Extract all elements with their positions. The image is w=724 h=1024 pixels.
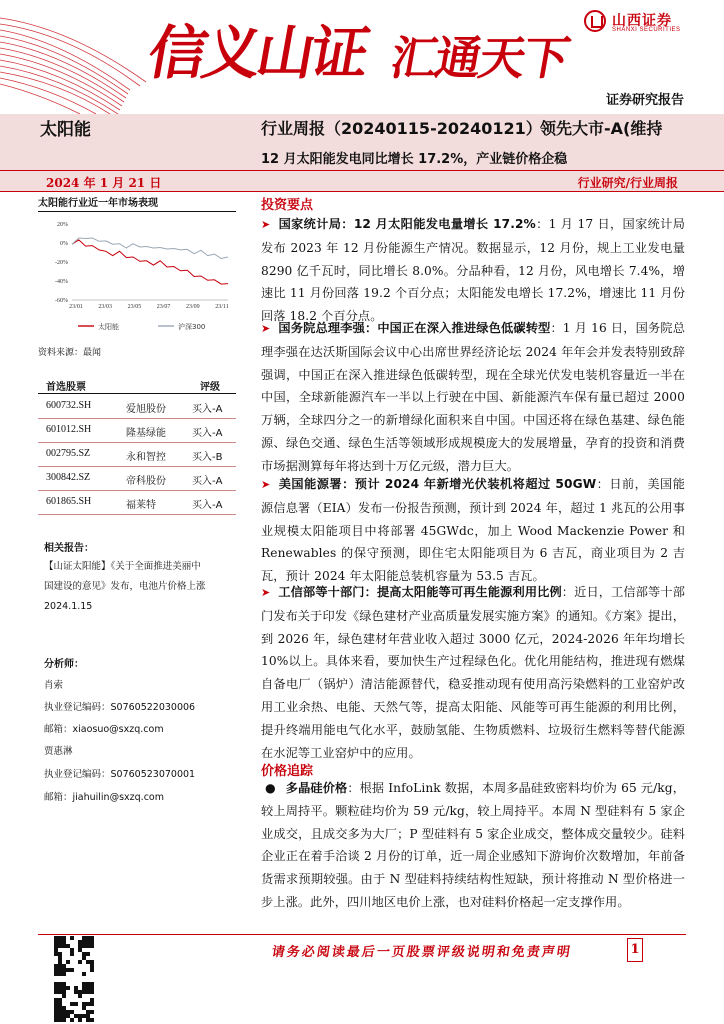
qr-code-icon xyxy=(54,936,94,976)
y-tick-label: 0% xyxy=(60,241,68,247)
x-tick-label: 23/07 xyxy=(156,304,171,310)
report-subtitle: 12 月太阳能发电同比增长 17.2%，产业链价格企稳 xyxy=(261,152,568,167)
analyst-reg: 执业登记编码：S0760523070001 xyxy=(44,769,196,780)
qr-module xyxy=(90,944,94,948)
legend-label: 太阳能 xyxy=(98,323,119,331)
stock-rating: 买入-A xyxy=(192,428,223,439)
company-logo xyxy=(584,10,714,36)
series-line-solar xyxy=(72,240,228,284)
para-body: ：1 月 16 日，国务院总理李强在达沃斯国际会议中心出席世界经济论坛 2024 年年会并发表特别致辞强调，中国正在深入推进绿色低碳转型，现在全球光伏发电装机容量近一半在中国，全球新能源汽车一半以上行驶在中国、新能源汽车保有量已超过 2000 万辆，全球四分之一的新增绿化面积来自中国。中国还将在绿色基建、绿色能源、绿色交通、绿色生活等领域形成规模庞大的发展增量，孕育的投资和消费市场据测算每年将达到十万亿元级，潜力巨大。 xyxy=(261,321,685,473)
market-performance-chart xyxy=(38,214,236,336)
para-body: ：1 月 17 日，国家统计局发布 2023 年 12 月份能源生产情况。数据显示，12 月份，规上工业发电量 8290 亿千瓦时，同比增长 8.0%。分品种看，12 月份，风电增长 7.4%，增速比 11 月份回落 19.2 个百分点；太阳能发电增长 17.2%，增速比 11 月份回落 18.2 个百分点。 xyxy=(261,217,685,324)
date-bar xyxy=(0,170,724,192)
analysts-title: 分析师： xyxy=(44,659,84,670)
stock-row xyxy=(38,467,236,491)
qr-code-icon xyxy=(54,982,94,1022)
page-header xyxy=(0,0,724,114)
analyst-name: 贾惠淋 xyxy=(44,746,73,757)
data-source: 资料来源：最闻 xyxy=(38,348,102,358)
arrow-bullet-icon: ➤ xyxy=(261,478,271,491)
paragraph-nbs xyxy=(261,213,685,328)
analyst-email[interactable]: 邮箱：xiaosuo@sxzq.com xyxy=(44,724,164,735)
qr-module xyxy=(62,1018,66,1022)
logo-cn-text: 山西证券 xyxy=(612,13,672,29)
logo-en-text: SHANXI SECURITIES xyxy=(612,27,681,33)
related-report-line: 【山证太阳能】《关于全面推进美丽中 xyxy=(44,561,201,572)
stock-table-header xyxy=(38,376,236,394)
qr-module xyxy=(86,952,90,956)
y-tick-label: 20% xyxy=(57,222,68,228)
slogan-part1: 信义山证 xyxy=(143,19,372,87)
qr-module xyxy=(70,1018,74,1022)
paragraph-miit xyxy=(261,581,685,764)
stock-name: 福莱特 xyxy=(126,500,156,511)
qr-module xyxy=(70,968,74,972)
stock-rating: 买入-A xyxy=(192,404,223,415)
qr-module xyxy=(70,952,74,956)
para-heading: 工信部等十部门：提高太阳能等可再生能源利用比例 xyxy=(278,585,562,599)
stock-rating: 买入-A xyxy=(192,500,223,511)
legend-label: 沪深300 xyxy=(178,323,206,331)
stock-rating: 买入-A xyxy=(192,476,223,487)
stock-row xyxy=(38,491,236,515)
series-line-csi300 xyxy=(72,238,228,259)
x-tick-label: 23/03 xyxy=(98,304,113,310)
stock-name: 永和智控 xyxy=(126,452,166,463)
related-report-link[interactable] xyxy=(44,557,240,617)
y-tick-label: -60% xyxy=(55,298,68,304)
qr-module xyxy=(90,1018,94,1022)
x-tick-label: 23/05 xyxy=(127,304,142,310)
qr-module xyxy=(62,972,66,976)
qr-module xyxy=(78,960,82,964)
stock-row xyxy=(38,419,236,443)
logo-icon xyxy=(584,10,606,32)
report-date: 2024 年 1 月 21 日 xyxy=(46,176,162,190)
stock-name: 隆基绿能 xyxy=(126,428,166,439)
qr-module xyxy=(66,960,70,964)
paragraph-state-council xyxy=(261,317,685,478)
qr-module xyxy=(90,968,94,972)
para-heading: 国家统计局：12 月太阳能发电量增长 17.2% xyxy=(278,217,536,231)
stock-row xyxy=(38,443,236,467)
paragraph-eia xyxy=(261,473,685,588)
section-price-tracking: 价格追踪 xyxy=(261,764,314,779)
qr-module xyxy=(62,994,66,998)
stock-code: 002795.SZ xyxy=(46,448,91,459)
stock-code: 600732.SH xyxy=(46,400,92,411)
report-type: 证券研究报告 xyxy=(605,93,684,108)
stock-row xyxy=(38,395,236,419)
industry-rating: 领先大市-A(维持 xyxy=(540,119,663,138)
x-tick-label: 23/09 xyxy=(185,304,200,310)
para-heading: 美国能源署：预计 2024 年新增光伏装机将超过 50GW xyxy=(278,477,597,491)
qr-module xyxy=(90,1002,94,1006)
dot-bullet-icon: ● xyxy=(265,781,276,795)
y-tick-label: -20% xyxy=(55,260,68,266)
stock-name: 帝科股份 xyxy=(126,476,166,487)
y-tick-label: -40% xyxy=(55,279,68,285)
arrow-bullet-icon: ➤ xyxy=(261,322,271,335)
disclaimer-notice: 请务必阅读最后一页股票评级说明和免责声明 xyxy=(270,945,573,960)
qr-module xyxy=(78,994,82,998)
arrow-bullet-icon: ➤ xyxy=(261,586,271,599)
section-investment-highlights: 投资要点 xyxy=(261,198,314,213)
para-heading: 国务院总理李强：中国正在深入推进绿色低碳转型 xyxy=(278,321,551,335)
related-report-date: 2024.1.15 xyxy=(44,601,93,612)
chart-title: 太阳能行业近一年市场表现 xyxy=(38,194,236,212)
stock-code: 601865.SH xyxy=(46,496,92,507)
para-heading: 多晶硅价格 xyxy=(285,781,348,795)
analyst-email[interactable]: 邮箱：jiahuilin@sxzq.com xyxy=(44,792,164,803)
qr-module xyxy=(74,1002,78,1006)
paragraph-polysilicon xyxy=(261,777,685,914)
stock-code: 601012.SH xyxy=(46,424,92,435)
related-report-line: 国建设的意见》发布，电池片价格上涨 xyxy=(44,581,206,592)
analyst-name: 肖索 xyxy=(44,680,64,691)
qr-module xyxy=(90,990,94,994)
stock-rating: 买入-B xyxy=(192,452,223,463)
related-reports-title: 相关报告： xyxy=(44,543,94,554)
footer-rule xyxy=(38,934,686,935)
slogan-part2: 汇通天下 xyxy=(386,31,573,85)
report-title: 行业周报（20240115-20240121） xyxy=(261,119,542,138)
stock-name: 爱旭股份 xyxy=(126,404,166,415)
arrow-bullet-icon: ➤ xyxy=(261,218,271,231)
qr-module xyxy=(70,936,74,940)
para-body: ：近日，工信部等十部门发布关于印发《绿色建材产业高质量发展实施方案》的通知。《方案》提出，到 2026 年，绿色建材年营业收入超过 3000 亿元，2024-2026 年年均增长 10%以上。具体来看，要加快生产过程绿色化。优化用能结构，推进现有燃煤自备电厂（锅炉）清洁能源替代，稳妥推动现有使用高污染燃料的工业窑炉改用工业余热、电能、天然气等，提高太阳能、风能等可再生能源的利用比例，提升终端用能电气化水平，鼓励氢能、生物质燃料、垃圾衍生燃料等替代能源在水泥等工业窑炉中的应用。 xyxy=(261,585,685,760)
qr-module xyxy=(78,1018,82,1022)
stock-header-rating: 评级 xyxy=(200,382,220,393)
qr-module xyxy=(66,986,70,990)
x-tick-label: 23/11 xyxy=(215,304,229,310)
page-number: 1 xyxy=(627,938,643,962)
qr-module xyxy=(82,972,86,976)
para-body: ：根据 InfoLink 数据，本周多晶硅致密料均价为 65 元/kg，较上周持平。颗粒硅均价为 59 元/kg，较上周持平。本周 N 型硅料有 5 家企业成交，且成交多为大厂；P 型硅料有 5 家企业成交，整体成交量较少。硅料企业正在着手洽谈 2 月份的订单，近一周企业感知下游询价次数增加，年前备货需求预期较强。由于 N 型硅料持续结构性短缺，预计将推动 N 型价格进一步上涨。此外，四川地区电价上涨，也对硅料价格起一定支撑作用。 xyxy=(261,781,686,909)
qr-module xyxy=(90,1010,94,1014)
sector-title: 太阳能 xyxy=(40,120,91,140)
report-category: 行业研究/行业周报 xyxy=(577,176,678,190)
para-body: ：日前，美国能源信息署（EIA）发布一份报告预测，预计到 2024 年，超过 1 兆瓦的公用事业规模太阳能项目中将部署 45GWdc，加上 Wood Mackenzie Power 和 Renewables 的保守预测，即住宅太阳能项目为 6 吉瓦，商业项目为 2 吉瓦，预计 2024 年太阳能总装机容量为 53.5 吉瓦。 xyxy=(261,477,685,584)
x-tick-label: 23/01 xyxy=(69,304,83,310)
stock-code: 300842.SZ xyxy=(46,472,91,483)
analyst-reg: 执业登记编码：S0760522030006 xyxy=(44,702,196,713)
stock-header-label: 首选股票 xyxy=(46,382,86,393)
